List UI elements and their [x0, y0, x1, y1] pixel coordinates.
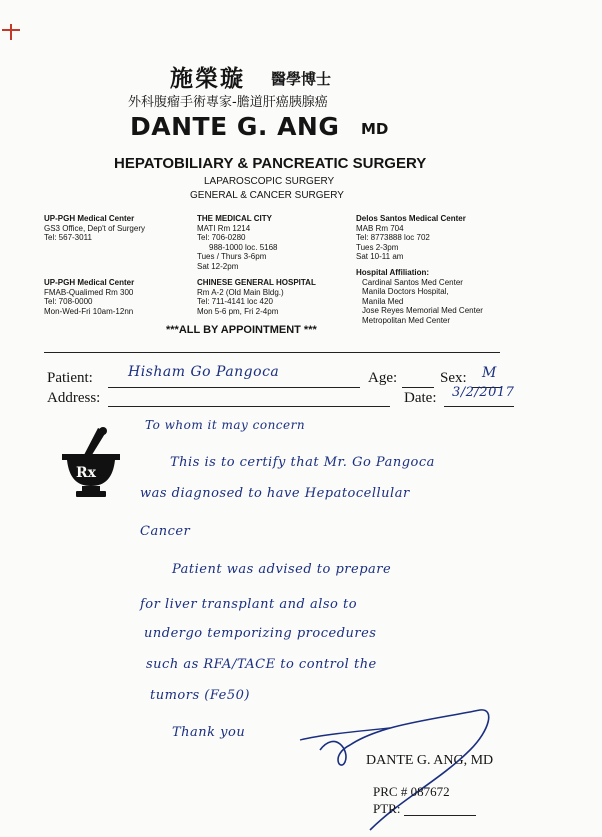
- chinese-specialty: 外科腹瘤手術專家-膽道肝癌胰腺癌: [128, 95, 328, 110]
- clinic-line: GS3 Office, Dep't of Surgery: [44, 223, 145, 233]
- subspecialty-2: GENERAL & CANCER SURGERY: [190, 190, 344, 201]
- clinic-up-pgh-1: [44, 214, 145, 243]
- clinic-line: Tel: 567-3011: [44, 233, 92, 242]
- note-line: Patient was advised to prepare: [172, 562, 392, 577]
- clinic-line: Jose Reyes Memorial Med Center: [362, 306, 483, 315]
- address-line: [108, 406, 390, 407]
- clinic-line: Mon-Wed-Fri 10am-12nn: [44, 306, 134, 316]
- patient-label: Patient:: [47, 370, 93, 386]
- clinic-line: Manila Med: [362, 296, 404, 306]
- hospital-affiliation: [356, 268, 483, 325]
- clinic-line: Tues / Thurs 3-6pm: [197, 252, 267, 261]
- clinic-line: Tel: 708-0000: [44, 297, 93, 306]
- clinic-line: Cardinal Santos Med Center: [362, 277, 463, 287]
- clinic-line: Sat 10-11 am: [356, 252, 404, 261]
- date-label: Date:: [404, 390, 437, 406]
- subspecialty-1: LAPAROSCOPIC SURGERY: [204, 176, 335, 187]
- specialty-title: HEPATOBILIARY & PANCREATIC SURGERY: [114, 155, 427, 172]
- clinic-line: MATI Rm 1214: [197, 223, 251, 233]
- note-line: such as RFA/TACE to control the: [146, 657, 377, 672]
- date-line: [444, 406, 514, 407]
- clinic-line: FMAB-Qualimed Rm 300: [44, 287, 134, 297]
- note-line: To whom it may concern: [145, 418, 306, 432]
- appointment-note: ***ALL BY APPOINTMENT ***: [166, 324, 317, 336]
- chinese-title: 醫學博士: [271, 70, 332, 88]
- age-label: Age:: [368, 370, 398, 386]
- ptr-label: PTR:: [373, 801, 401, 816]
- clinic-line: Metropolitan Med Center: [362, 315, 451, 325]
- note-line: for liver transplant and also to: [140, 597, 358, 612]
- date-value: 3/2/2017: [452, 385, 515, 400]
- prc-number: PRC # 087672: [373, 784, 450, 799]
- doctor-name: DANTE G. ANG: [130, 112, 340, 141]
- clinic-name: UP-PGH Medical Center: [44, 214, 135, 223]
- chinese-name: 施榮璇: [170, 66, 245, 92]
- note-line: Thank you: [172, 725, 246, 740]
- clinic-line: Sat 12-2pm: [197, 261, 239, 271]
- rx-symbol: Rx: [76, 465, 96, 481]
- clinic-line: Tues 2-3pm: [356, 242, 399, 252]
- clinic-name: CHINESE GENERAL HOSPITAL: [197, 278, 316, 287]
- patient-line: [108, 387, 360, 388]
- clinic-line: Tel: 8773888 loc 702: [356, 233, 430, 242]
- clinic-line: Tel: 706-0280: [197, 233, 246, 242]
- clinic-name: Hospital Affiliation:: [356, 268, 430, 277]
- patient-value: Hisham Go Pangoca: [128, 364, 280, 380]
- clinic-line: Tel: 711-4141 loc 420: [197, 297, 273, 306]
- clinic-line: 988-1000 loc. 5168: [209, 242, 278, 252]
- clinic-line: Mon 5-6 pm, Fri 2-4pm: [197, 306, 279, 316]
- corner-mark: [0, 18, 24, 42]
- clinic-line: Manila Doctors Hospital,: [362, 287, 449, 296]
- clinic-delos-santos: [356, 214, 466, 262]
- clinic-name: UP-PGH Medical Center: [44, 278, 135, 287]
- note-line: tumors (Fe50): [150, 688, 250, 703]
- note-line: was diagnosed to have Hepatocellular: [140, 486, 410, 501]
- sex-value: M: [482, 365, 497, 381]
- note-line: Cancer: [140, 524, 191, 539]
- age-line: [402, 387, 434, 388]
- clinic-line: MAB Rm 704: [356, 223, 404, 233]
- address-label: Address:: [47, 390, 101, 406]
- ptr-line: [404, 815, 476, 816]
- clinic-medical-city: [197, 214, 278, 271]
- signatory-name: DANTE G. ANG, MD: [366, 753, 494, 768]
- note-line: undergo temporizing procedures: [144, 626, 377, 641]
- header-divider: [44, 352, 500, 353]
- clinic-chinese-general: [197, 278, 316, 316]
- clinic-up-pgh-2: [44, 278, 134, 316]
- rx-mortar-pestle-icon: [60, 426, 122, 498]
- clinic-name: THE MEDICAL CITY: [197, 214, 272, 223]
- clinic-name: Delos Santos Medical Center: [356, 214, 466, 223]
- sex-label: Sex:: [440, 370, 467, 386]
- doctor-credential: MD: [361, 120, 389, 138]
- clinic-line: Rm A-2 (Old Main Bldg.): [197, 287, 284, 297]
- note-line: This is to certify that Mr. Go Pangoca: [170, 455, 435, 470]
